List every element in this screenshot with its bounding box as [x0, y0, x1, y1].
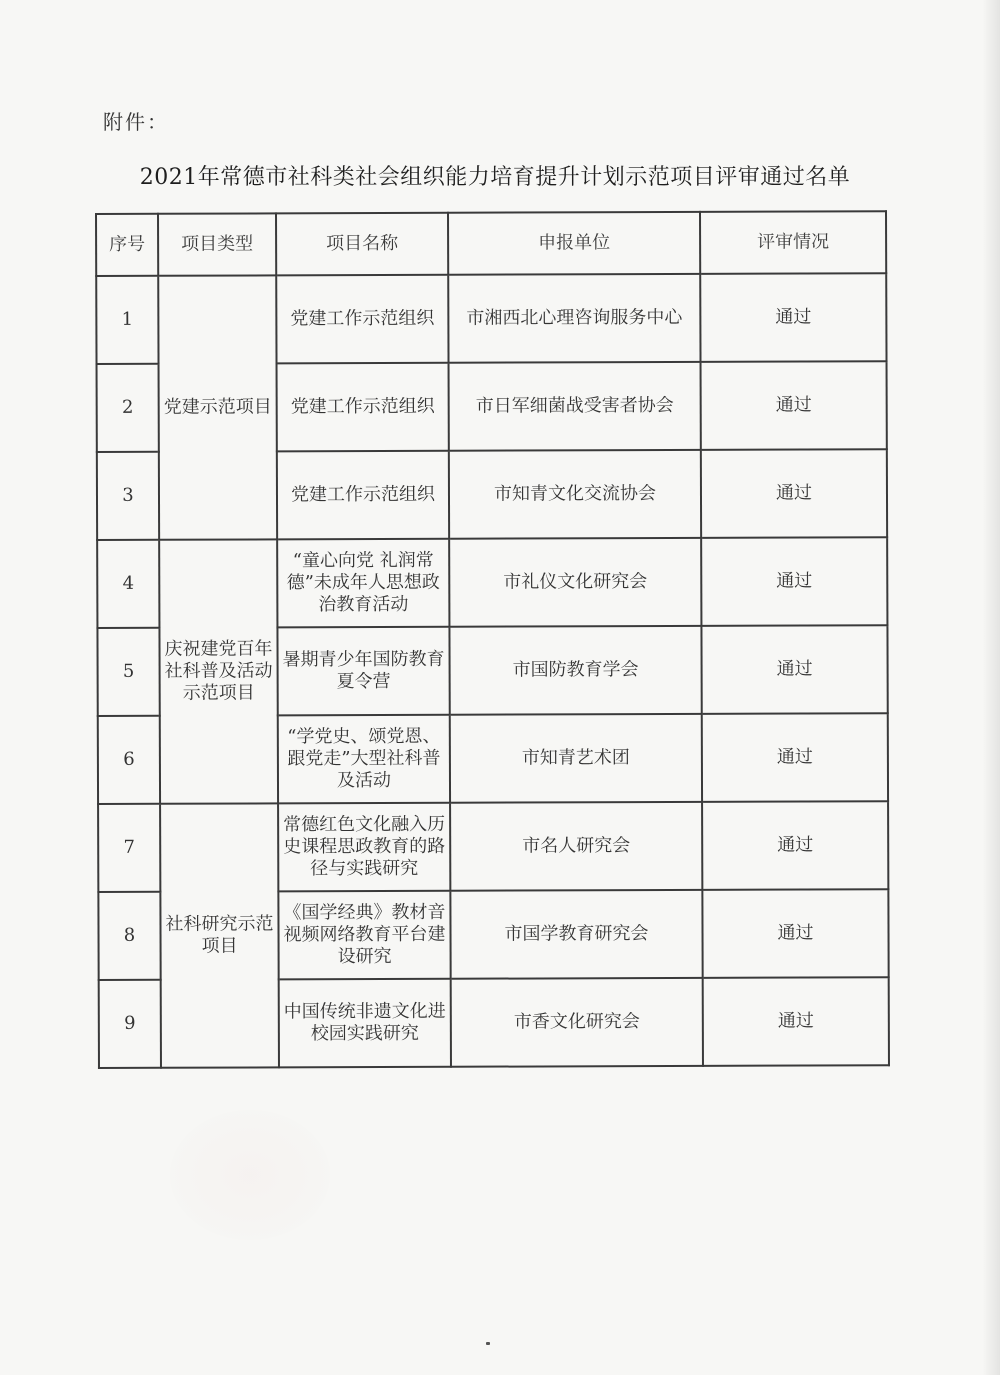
- row-seq: 6: [98, 716, 160, 804]
- applicant-unit-cell: 市知青艺术团: [450, 714, 702, 803]
- attachment-label: 附件：: [103, 110, 169, 134]
- header-unit: 申报单位: [448, 212, 700, 275]
- applicant-unit-cell: 市名人研究会: [450, 802, 702, 891]
- applicant-unit-cell: 市香文化研究会: [451, 978, 703, 1067]
- project-name-cell: 党建工作示范组织: [276, 275, 448, 364]
- review-result-cell: 通过: [701, 625, 887, 714]
- table-row: [98, 801, 888, 892]
- table-row: [96, 273, 886, 364]
- project-name-cell: 常德红色文化融入历史课程思政教育的路径与实践研究: [278, 803, 450, 892]
- page-edge-shadow: [982, 0, 1000, 1375]
- project-name-cell: 中国传统非遗文化进校园实践研究: [279, 979, 451, 1068]
- row-seq: 8: [98, 892, 160, 980]
- review-result-cell: 通过: [703, 977, 889, 1066]
- faint-seal-stamp: [170, 1110, 330, 1240]
- review-result-cell: 通过: [701, 537, 887, 626]
- review-result-cell: 通过: [701, 449, 887, 538]
- table-header-row: [96, 211, 886, 276]
- table-row: [97, 537, 887, 628]
- header-seq: 序号: [96, 214, 158, 276]
- row-seq: 4: [97, 540, 159, 628]
- project-type-cell: 社科研究示范项目: [160, 803, 279, 1067]
- row-seq: 7: [98, 804, 160, 892]
- page-title: 2021年常德市社科类社会组织能力培育提升计划示范项目评审通过名单: [139, 165, 851, 190]
- review-result-cell: 通过: [702, 801, 888, 890]
- project-name-cell: 党建工作示范组织: [277, 451, 449, 540]
- review-result-table: [95, 210, 890, 1069]
- header-name: 项目名称: [276, 213, 448, 276]
- project-name-cell: 暑期青少年国防教育夏令营: [277, 627, 449, 716]
- project-name-cell: “学党史、颂党恩、跟党走”大型社科普及活动: [278, 715, 450, 804]
- header-result: 评审情况: [700, 211, 886, 274]
- header-type: 项目类型: [158, 213, 276, 275]
- row-seq: 2: [97, 364, 159, 452]
- project-type-cell: 庆祝建党百年社科普及活动示范项目: [159, 539, 278, 803]
- review-result-cell: 通过: [702, 889, 888, 978]
- project-type-cell: 党建示范项目: [158, 275, 277, 539]
- review-result-cell: 通过: [702, 713, 888, 802]
- applicant-unit-cell: 市湘西北心理咨询服务中心: [448, 274, 700, 363]
- applicant-unit-cell: 市礼仪文化研究会: [449, 538, 701, 627]
- project-name-cell: 《国学经典》教材音视频网络教育平台建设研究: [278, 891, 450, 980]
- review-result-cell: 通过: [700, 273, 886, 362]
- review-result-cell: 通过: [701, 361, 887, 450]
- applicant-unit-cell: 市国防教育学会: [449, 626, 701, 715]
- applicant-unit-cell: 市日军细菌战受害者协会: [449, 362, 701, 451]
- row-seq: 3: [97, 452, 159, 540]
- project-name-cell: “童心向党 礼润常德”未成年人思想政治教育活动: [277, 539, 449, 628]
- project-name-cell: 党建工作示范组织: [277, 363, 449, 452]
- scan-speck: [486, 1342, 490, 1345]
- row-seq: 1: [96, 276, 158, 364]
- applicant-unit-cell: 市国学教育研究会: [450, 890, 702, 979]
- row-seq: 5: [97, 628, 159, 716]
- applicant-unit-cell: 市知青文化交流协会: [449, 450, 701, 539]
- row-seq: 9: [99, 980, 161, 1068]
